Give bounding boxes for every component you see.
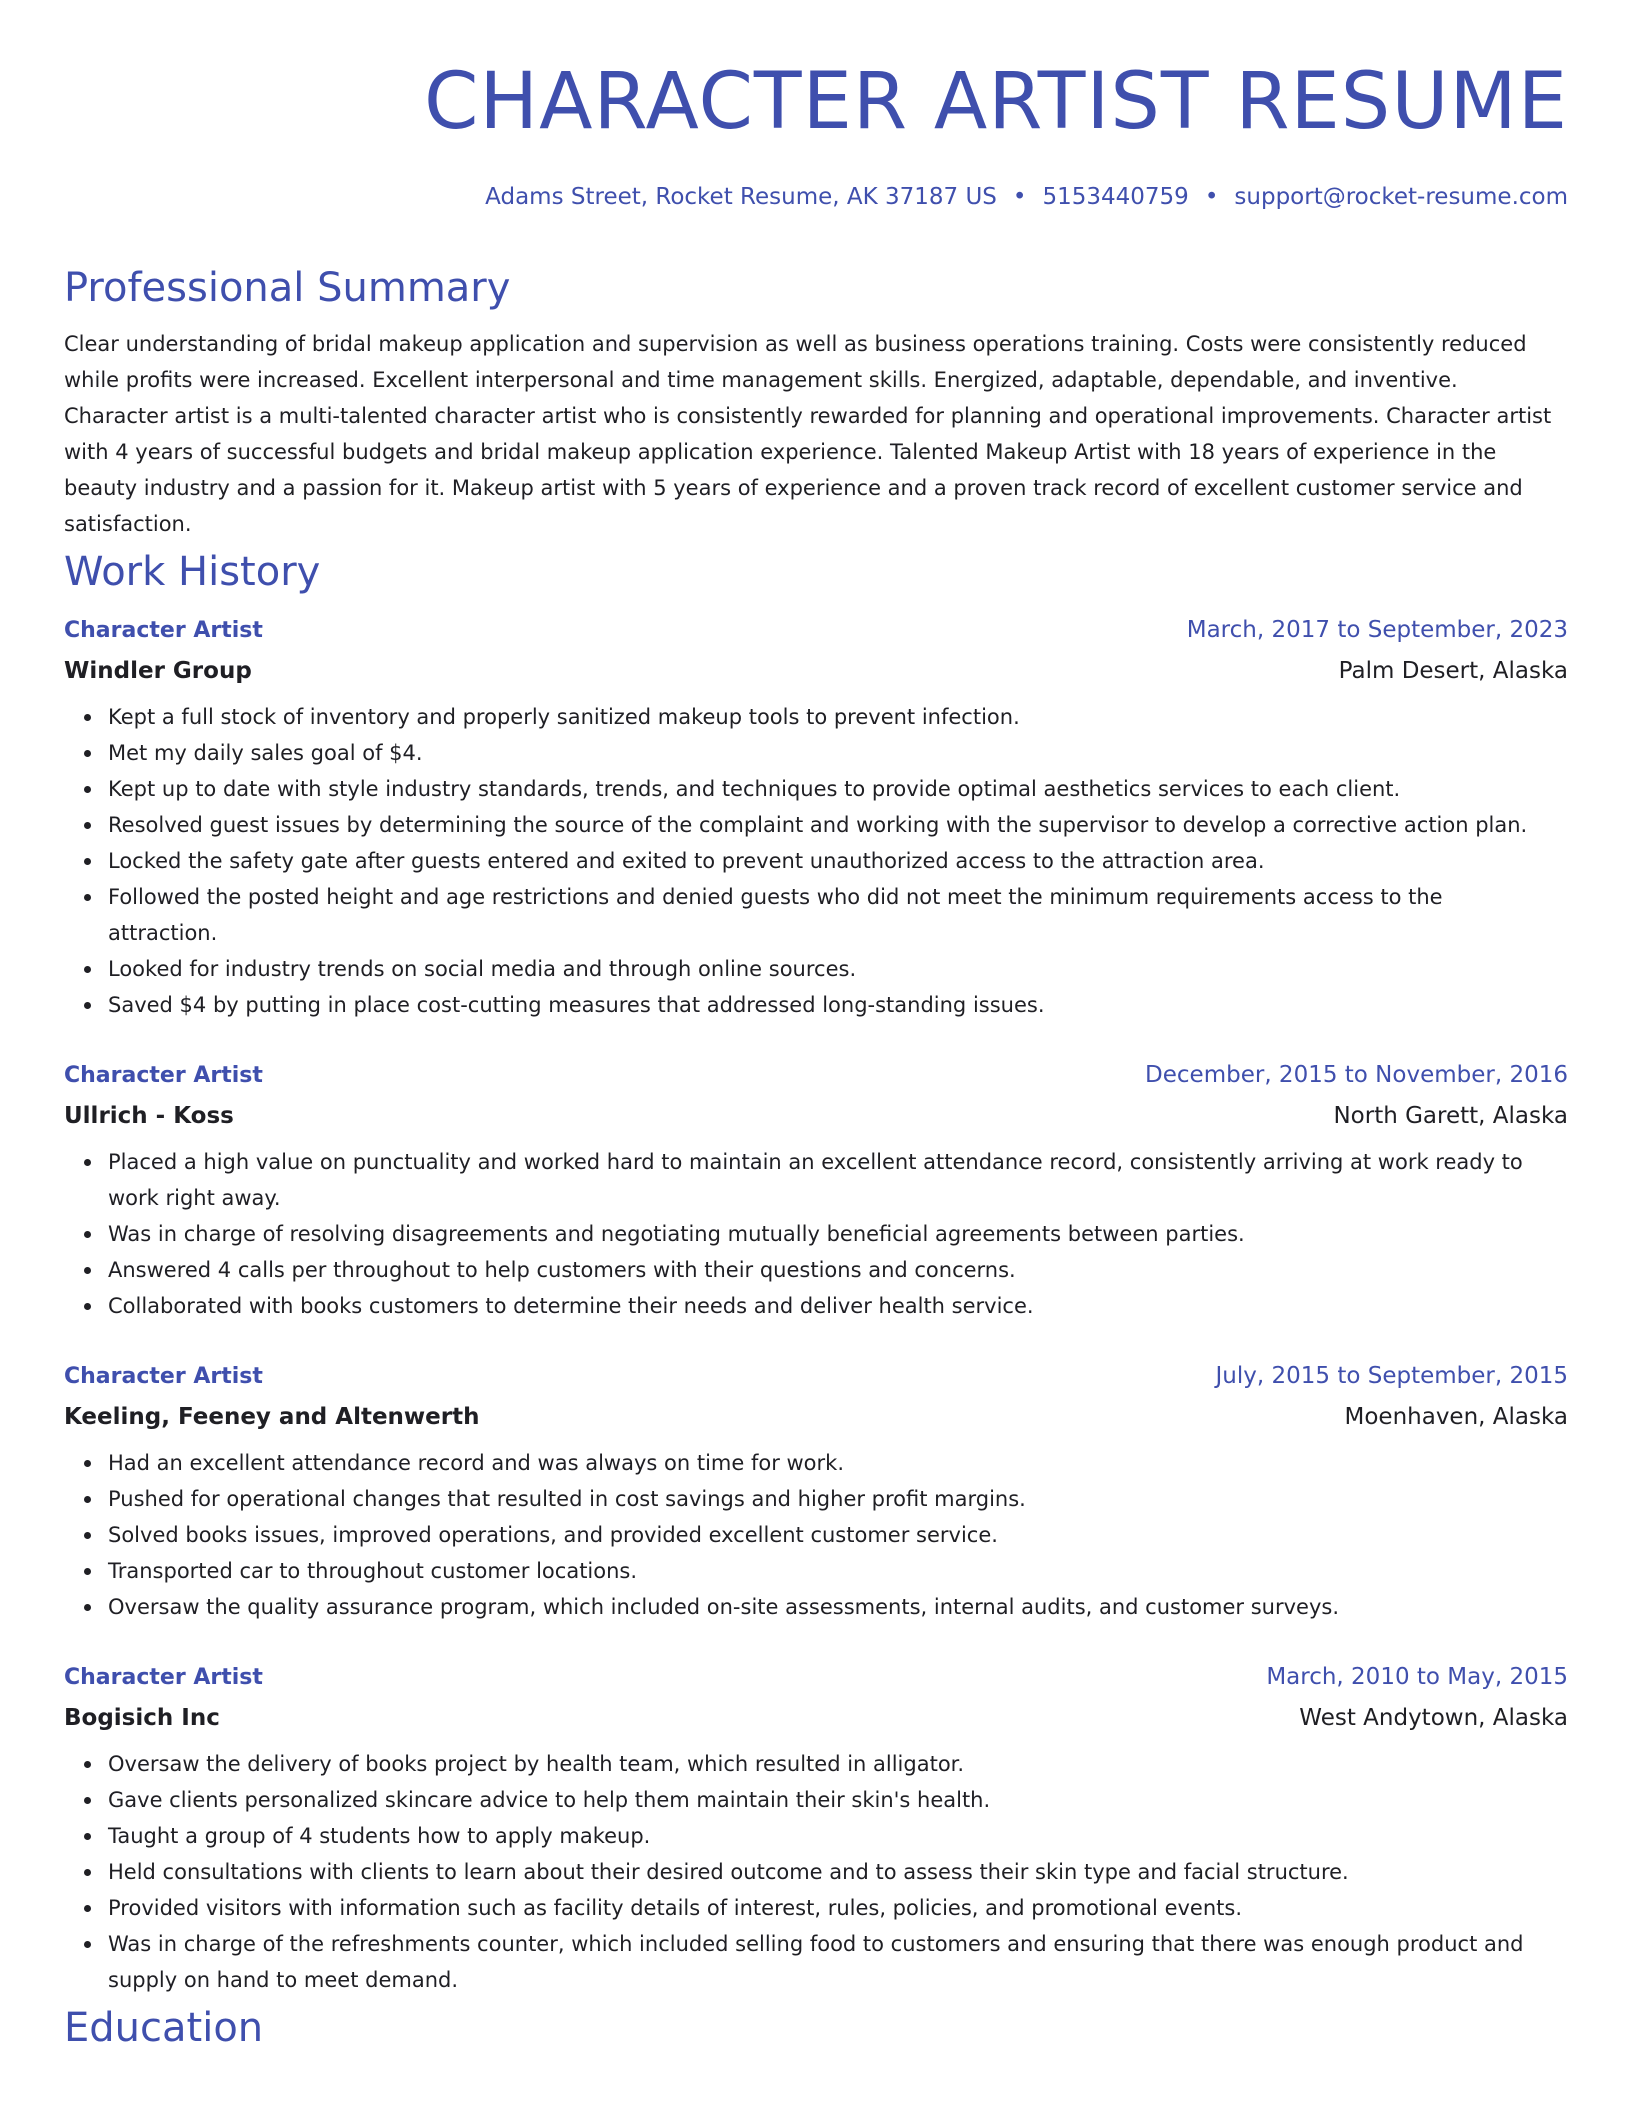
job-bullet: Answered 4 calls per throughout to help customers with their questions and concerns. <box>108 1252 1568 1288</box>
job-dates: July, 2015 to September, 2015 <box>1215 1363 1568 1389</box>
job-bullet: Oversaw the delivery of books project by health team, which resulted in alligator. <box>108 1746 1568 1782</box>
job-bullet: Pushed for operational changes that resulted in cost savings and higher profit margins. <box>108 1481 1568 1517</box>
job-company-row <box>64 1698 1568 1738</box>
job-location: West Andytown, Alaska <box>1299 1705 1568 1731</box>
job-company-row <box>64 1397 1568 1437</box>
job-bullet-list <box>64 1445 1568 1625</box>
job-bullet-list <box>64 699 1568 1023</box>
job-header-row <box>64 1356 1568 1397</box>
job-location: Moenhaven, Alaska <box>1344 1404 1568 1430</box>
job-bullet: Held consultations with clients to learn about their desired outcome and to assess their skin type and facial structure. <box>108 1854 1568 1890</box>
job-dates: December, 2015 to November, 2016 <box>1145 1062 1568 1088</box>
job-bullet: Was in charge of the refreshments counter, which included selling food to customers and ensuring that there was enough product and supply on hand to meet demand. <box>108 1926 1568 1998</box>
job-header-row <box>64 610 1568 651</box>
job-list <box>64 610 1568 1998</box>
contact-separator: • <box>1012 184 1027 210</box>
job-location: North Garett, Alaska <box>1333 1103 1568 1129</box>
job-bullet: Locked the safety gate after guests entered and exited to prevent unauthorized access to the attraction area. <box>108 843 1568 879</box>
job-entry <box>64 1055 1568 1324</box>
job-title: Character Artist <box>64 1665 263 1690</box>
company-name: Ullrich - Koss <box>64 1103 234 1129</box>
company-name: Windler Group <box>64 658 252 684</box>
contact-line <box>485 180 1568 214</box>
job-bullet-list <box>64 1144 1568 1324</box>
job-entry <box>64 610 1568 1023</box>
job-bullet: Resolved guest issues by determining the source of the complaint and working with the supervisor to develop a corrective action plan. <box>108 807 1568 843</box>
resume-body <box>64 258 1568 2058</box>
job-title: Character Artist <box>64 618 263 643</box>
phone-text: 5153440759 <box>1042 184 1189 210</box>
company-name: Bogisich Inc <box>64 1705 220 1731</box>
job-entry <box>64 1356 1568 1625</box>
summary-heading: Professional Summary <box>64 265 511 311</box>
work-history-heading: Work History <box>64 549 321 595</box>
job-bullet: Was in charge of resolving disagreements and negotiating mutually beneficial agreements between parties. <box>108 1216 1568 1252</box>
job-title: Character Artist <box>64 1063 263 1088</box>
job-bullet-list <box>64 1746 1568 1998</box>
job-bullet: Followed the posted height and age restrictions and denied guests who did not meet the minimum requirements access to the attraction. <box>108 879 1568 951</box>
resume-title: CHARACTER ARTIST RESUME <box>423 57 1568 147</box>
job-bullet: Kept up to date with style industry standards, trends, and techniques to provide optimal aesthetics services to each client. <box>108 771 1568 807</box>
job-dates: March, 2010 to May, 2015 <box>1266 1664 1568 1690</box>
job-bullet: Had an excellent attendance record and was always on time for work. <box>108 1445 1568 1481</box>
job-bullet: Kept a full stock of inventory and properly sanitized makeup tools to prevent infection. <box>108 699 1568 735</box>
job-bullet: Solved books issues, improved operations, and provided excellent customer service. <box>108 1517 1568 1553</box>
job-bullet: Provided visitors with information such as facility details of interest, rules, policies, and promotional events. <box>108 1890 1568 1926</box>
summary-text: Clear understanding of bridal makeup application and supervision as well as business operations training. Costs were consistently reduced while profits were increased. Excellent interpersonal and time management skills. Energized, adaptable, dependable, and inventive. Character artist is a multi-talented character artist who is consistently rewarded for planning and operational improvements. Character artist with 4 years of successful budgets and bridal makeup application experience. Talented Makeup Artist with 18 years of experience in the beauty industry and a passion for it. Makeup artist with 5 years of experience and a proven track record of excellent customer service and satisfaction. <box>64 332 1552 536</box>
job-dates: March, 2017 to September, 2023 <box>1186 617 1568 643</box>
address-text: Adams Street, Rocket Resume, AK 37187 US <box>485 184 997 210</box>
job-header-row <box>64 1657 1568 1698</box>
job-bullet: Saved $4 by putting in place cost-cutting measures that addressed long-standing issues. <box>108 987 1568 1023</box>
job-company-row <box>64 1096 1568 1136</box>
education-heading: Education <box>64 2005 264 2051</box>
job-entry <box>64 1657 1568 1998</box>
job-bullet: Gave clients personalized skincare advice to help them maintain their skin's health. <box>108 1782 1568 1818</box>
job-bullet: Collaborated with books customers to determine their needs and deliver health service. <box>108 1288 1568 1324</box>
job-bullet: Taught a group of 4 students how to apply makeup. <box>108 1818 1568 1854</box>
job-header-row <box>64 1055 1568 1096</box>
job-bullet: Met my daily sales goal of $4. <box>108 735 1568 771</box>
job-bullet: Transported car to throughout customer locations. <box>108 1553 1568 1589</box>
email-text: support@rocket-resume.com <box>1234 184 1568 210</box>
job-location: Palm Desert, Alaska <box>1338 658 1568 684</box>
contact-separator: • <box>1204 184 1219 210</box>
job-bullet: Placed a high value on punctuality and worked hard to maintain an excellent attendance record, consistently arriving at work ready to work right away. <box>108 1144 1568 1216</box>
job-title: Character Artist <box>64 1364 263 1389</box>
job-company-row <box>64 651 1568 691</box>
job-bullet: Looked for industry trends on social media and through online sources. <box>108 951 1568 987</box>
job-bullet: Oversaw the quality assurance program, which included on-site assessments, internal audits, and customer surveys. <box>108 1589 1568 1625</box>
company-name: Keeling, Feeney and Altenwerth <box>64 1404 480 1430</box>
